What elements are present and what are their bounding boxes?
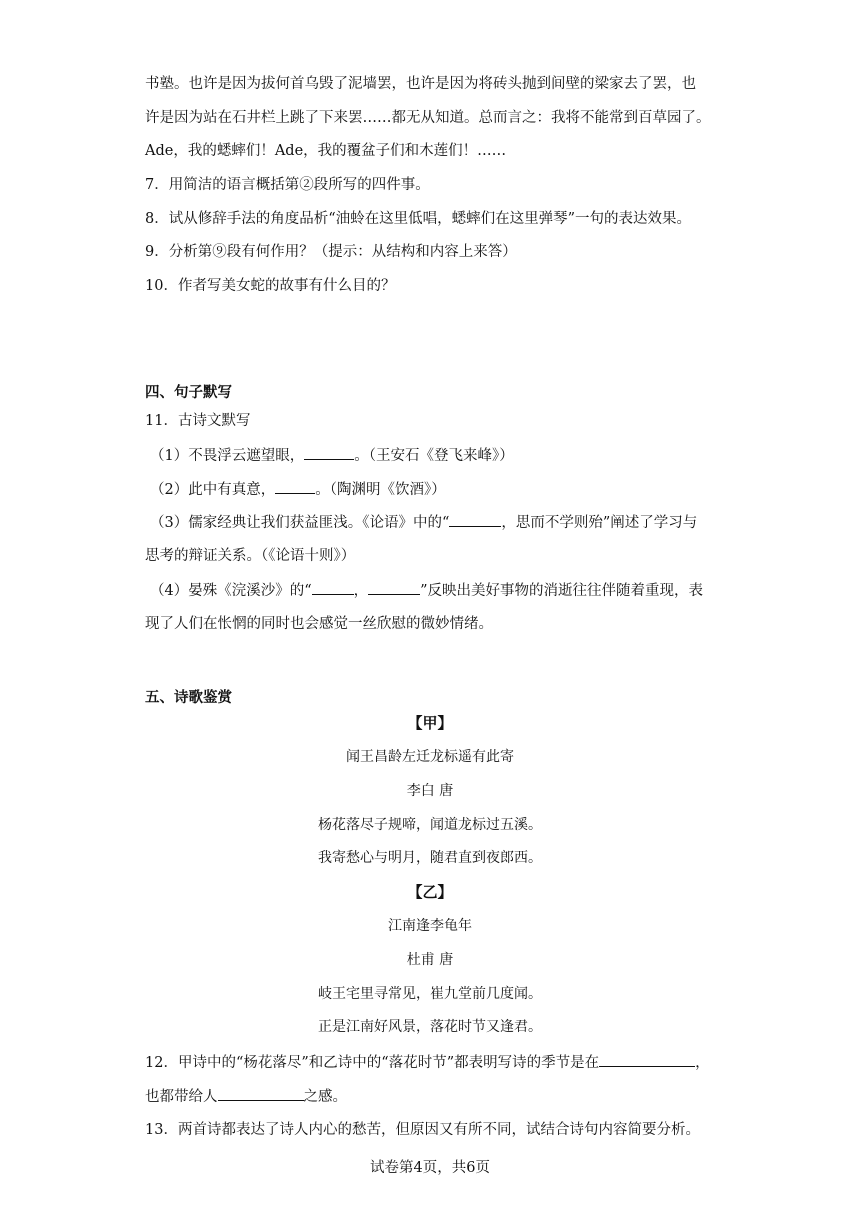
passage-line-1: 书塾。也许是因为拔何首乌毁了泥墙罢，也许是因为将砖头抛到间壁的梁家去了罢，也 <box>145 76 696 92</box>
question-7: 7．用简洁的语言概括第②段所写的四件事。 <box>145 177 430 193</box>
question-12-text-c: 也都带给人 <box>145 1089 218 1105</box>
dictation-item-2-text-a: （2）此中有真意， <box>150 482 276 498</box>
answer-blank[interactable] <box>312 580 354 595</box>
question-13: 13．两首诗都表达了诗人内心的愁苦，但原因又有所不同，试结合诗句内容简要分析。 <box>145 1122 700 1138</box>
answer-blank[interactable] <box>599 1052 695 1067</box>
question-12-cont <box>145 1086 820 1107</box>
poem-a-title: 闻王昌龄左迁龙标遥有此寄 <box>346 749 514 765</box>
dictation-item-2 <box>150 479 820 500</box>
question-8: 8．试从修辞手法的角度品析“油蛉在这里低唱，蟋蟀们在这里弹琴”一句的表达效果。 <box>145 211 692 227</box>
dictation-item-3-text-b: ，思而不学则殆”阐述了学习与 <box>501 515 698 531</box>
page-footer: 试卷第4页，共6页 <box>370 1160 490 1176</box>
dictation-item-3-text-a: （3）儒家经典让我们获益匪浅。《论语》中的“ <box>150 515 450 531</box>
question-9: 9．分析第⑨段有何作用？（提示：从结构和内容上来答） <box>145 244 517 260</box>
poem-b-marker: 【乙】 <box>407 883 453 901</box>
question-12-text-d: 之感。 <box>303 1089 347 1105</box>
dictation-item-2-text-b: 。（陶渊明《饮酒》） <box>315 482 446 498</box>
dictation-item-1 <box>150 445 820 466</box>
answer-blank[interactable] <box>449 512 501 527</box>
question-11: 11．古诗文默写 <box>145 413 251 429</box>
question-10: 10．作者写美女蛇的故事有什么目的？ <box>145 278 396 294</box>
dictation-item-1-text-b: 。（王安石《登飞来峰》） <box>354 448 514 464</box>
poem-a-author: 李白 唐 <box>406 783 454 799</box>
answer-blank[interactable] <box>304 445 354 460</box>
poem-b-title: 江南逢李龟年 <box>388 918 472 934</box>
section-4-heading: 四、句子默写 <box>145 385 232 401</box>
dictation-item-4-cont: 现了人们在怅惘的同时也会感觉一丝欣慰的微妙情绪。 <box>145 616 493 632</box>
poem-b-author: 杜甫 唐 <box>406 952 454 968</box>
answer-blank[interactable] <box>275 479 315 494</box>
poem-b-line-2: 正是江南好风景，落花时节又逢君。 <box>318 1019 542 1035</box>
section-5-heading: 五、诗歌鉴赏 <box>145 690 232 706</box>
passage-line-3: Ade，我的蟋蟀们！Ade，我的覆盆子们和木莲们！…… <box>145 143 507 159</box>
poem-b-line-1: 岐王宅里寻常见，崔九堂前几度闻。 <box>318 986 542 1002</box>
dictation-item-4-text-b: ， <box>353 583 369 599</box>
dictation-item-4-text-c: ”反映出美好事物的消逝往往伴随着重现，表 <box>420 583 704 599</box>
dictation-item-4 <box>150 580 820 601</box>
passage-line-2: 许是因为站在石井栏上跳了下来罢……都无从知道。总而言之：我将不能常到百草园了。 <box>145 110 711 126</box>
question-12-text-a: 12．甲诗中的“杨花落尽”和乙诗中的“落花时节”都表明写诗的季节是在 <box>145 1055 600 1071</box>
poem-a-line-2: 我寄愁心与明月，随君直到夜郎西。 <box>318 850 542 866</box>
dictation-item-3 <box>150 512 820 533</box>
poem-a-line-1: 杨花落尽子规啼，闻道龙标过五溪。 <box>318 817 542 833</box>
answer-blank[interactable] <box>368 580 420 595</box>
dictation-item-3-cont: 思考的辩证关系。（《论语十则》） <box>145 548 356 564</box>
poem-a-marker: 【甲】 <box>407 714 453 732</box>
dictation-item-1-text-a: （1）不畏浮云遮望眼， <box>150 448 305 464</box>
question-12-text-b: ， <box>695 1055 710 1071</box>
answer-blank[interactable] <box>218 1086 304 1101</box>
question-12 <box>145 1052 820 1073</box>
dictation-item-4-text-a: （4）晏殊《浣溪沙》的“ <box>150 583 312 599</box>
